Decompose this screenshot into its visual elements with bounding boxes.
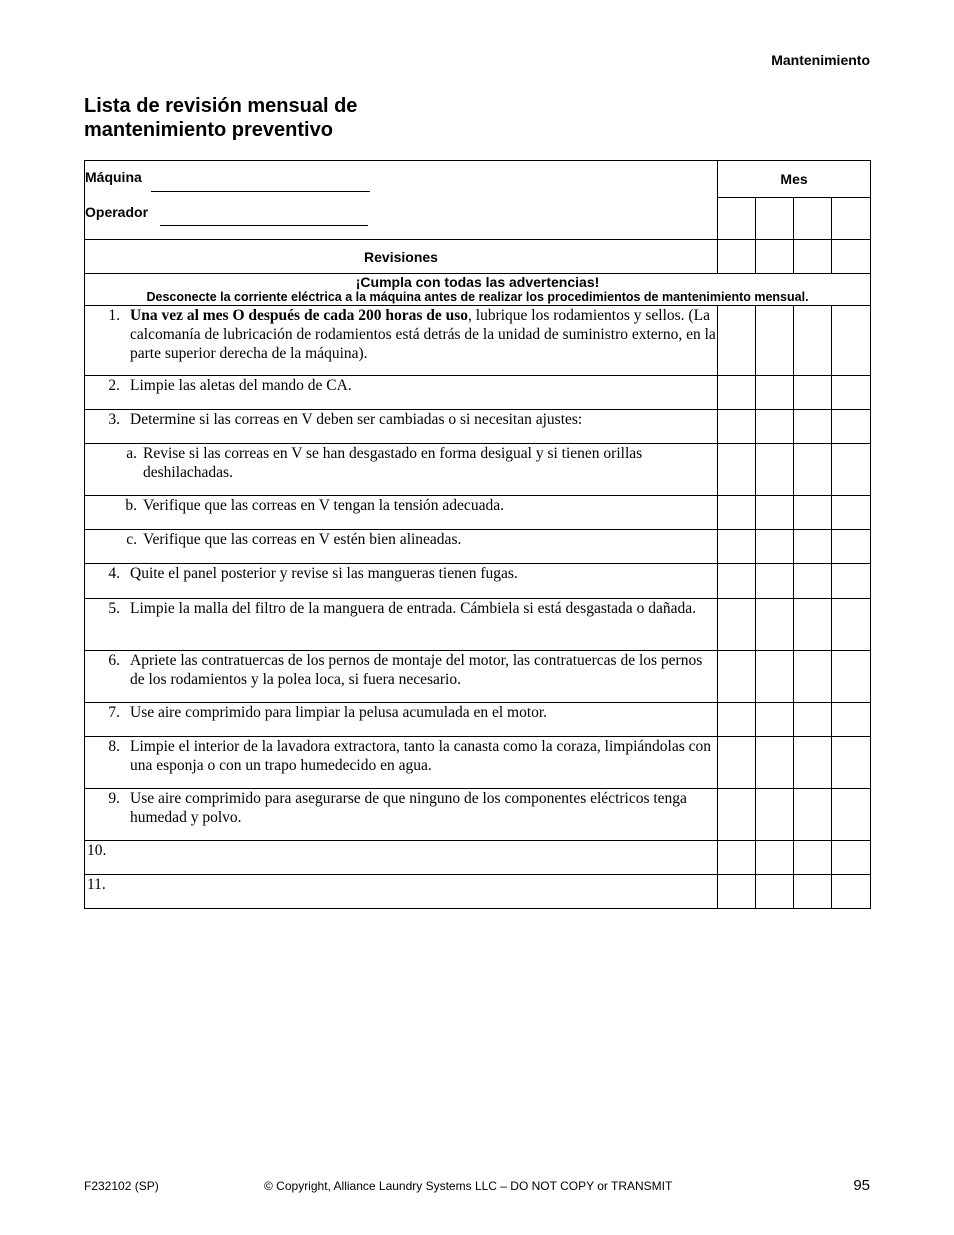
checklist-item-cell <box>85 564 718 599</box>
item-text <box>130 599 717 618</box>
checklist-item-row <box>85 530 871 564</box>
month-checkbox[interactable] <box>832 198 871 240</box>
check-box[interactable] <box>832 410 871 444</box>
item-body: Revise si las correas en V se han desgastado en forma desigual y si tienen orillas deshilachadas. <box>143 445 643 481</box>
item-text <box>130 410 717 429</box>
checklist-item-cell <box>85 737 718 789</box>
check-box[interactable] <box>794 789 832 841</box>
check-box[interactable] <box>832 496 871 530</box>
check-box[interactable] <box>832 651 871 703</box>
checklist-item-row <box>85 376 871 410</box>
check-box[interactable] <box>756 875 794 909</box>
check-box[interactable] <box>718 376 756 410</box>
check-box[interactable] <box>756 651 794 703</box>
check-box[interactable] <box>718 306 756 376</box>
month-checkbox[interactable] <box>756 198 794 240</box>
warning-text: Desconecte la corriente eléctrica a la máquina antes de realizar los procedimientos de mantenimiento mensual. <box>146 290 809 304</box>
item-number: 7. <box>108 704 120 721</box>
item-number: 9. <box>108 790 120 807</box>
checklist-item <box>85 564 717 583</box>
check-box[interactable] <box>756 444 794 496</box>
item-text <box>130 789 717 827</box>
checklist-item-cell <box>85 496 718 530</box>
item-body: Limpie la malla del filtro de la manguera de entrada. Cámbiela si está desgastada o dañada. <box>130 600 696 617</box>
check-box[interactable] <box>832 599 871 651</box>
check-box[interactable] <box>718 410 756 444</box>
item-body: Use aire comprimido para limpiar la pelusa acumulada en el motor. <box>130 704 548 721</box>
checks-header: Revisiones <box>85 240 718 274</box>
checklist-item <box>85 841 717 860</box>
check-box[interactable] <box>794 376 832 410</box>
checklist-item-cell <box>85 841 718 875</box>
item-number: 2. <box>108 377 120 394</box>
checklist-item-row <box>85 496 871 530</box>
warning-cell <box>85 274 871 306</box>
check-box[interactable] <box>718 737 756 789</box>
checklist-item-row <box>85 651 871 703</box>
check-box[interactable] <box>756 410 794 444</box>
machine-field[interactable] <box>151 191 370 192</box>
check-box[interactable] <box>832 564 871 599</box>
document-number: F232102 (SP) <box>84 1179 159 1193</box>
check-box[interactable] <box>756 737 794 789</box>
checklist-table <box>84 160 871 909</box>
checklist-item-row <box>85 789 871 841</box>
checklist-item-row <box>85 444 871 496</box>
title-line-2: mantenimiento preventivo <box>84 119 333 141</box>
checklist-item-row <box>85 410 871 444</box>
check-box[interactable] <box>756 599 794 651</box>
checklist-item-cell <box>85 789 718 841</box>
checklist-item-cell <box>85 306 718 376</box>
check-box[interactable] <box>718 703 756 737</box>
operator-field[interactable] <box>160 225 368 226</box>
check-box[interactable] <box>794 444 832 496</box>
check-box[interactable] <box>718 530 756 564</box>
check-box[interactable] <box>756 530 794 564</box>
checklist-item-cell <box>85 599 718 651</box>
check-box[interactable] <box>756 841 794 875</box>
check-box[interactable] <box>832 703 871 737</box>
operator-label: Operador <box>85 204 149 220</box>
checklist-item-cell <box>85 875 718 909</box>
check-box[interactable] <box>794 306 832 376</box>
check-box[interactable] <box>832 737 871 789</box>
checklist-item <box>85 703 717 722</box>
item-number: 1. <box>108 307 120 324</box>
item-text <box>130 651 717 689</box>
check-box[interactable] <box>794 841 832 875</box>
item-body: Limpie el interior de la lavadora extractora, tanto la canasta como la coraza, limpiándolas con una esponja o con un trapo humedecido en agua. <box>130 738 711 774</box>
check-box[interactable] <box>794 737 832 789</box>
check-box[interactable] <box>756 496 794 530</box>
page-title <box>84 94 504 142</box>
page-number: 95 <box>853 1177 870 1194</box>
item-body: Apriete las contratuercas de los pernos de montaje del motor, las contratuercas de los pernos de los rodamientos y la polea loca, si fuera necesario. <box>130 652 703 688</box>
check-box[interactable] <box>794 530 832 564</box>
warning-row <box>85 274 871 306</box>
checklist-item-cell <box>85 651 718 703</box>
check-box[interactable] <box>756 240 794 274</box>
check-box[interactable] <box>794 240 832 274</box>
item-text <box>130 306 717 363</box>
check-box[interactable] <box>756 306 794 376</box>
checklist-item <box>85 496 717 515</box>
section-label: Mantenimiento <box>771 52 870 68</box>
header-row-1 <box>85 161 871 198</box>
checklist-item <box>85 444 717 482</box>
item-number: 4. <box>108 565 120 582</box>
item-number: b. <box>125 497 137 514</box>
check-box[interactable] <box>718 496 756 530</box>
item-text <box>130 376 717 395</box>
item-emphasis: Una vez al mes O después de cada 200 horas de uso <box>130 307 469 324</box>
checklist-item-cell <box>85 530 718 564</box>
item-text <box>130 703 717 722</box>
check-box[interactable] <box>756 376 794 410</box>
check-box[interactable] <box>718 841 756 875</box>
checklist-item <box>85 410 717 429</box>
check-box[interactable] <box>794 564 832 599</box>
item-number: 10. <box>87 842 107 859</box>
checklist-item-cell <box>85 703 718 737</box>
footer <box>84 1177 870 1197</box>
check-box[interactable] <box>794 496 832 530</box>
item-text <box>130 737 717 775</box>
item-body: , lubrique los rodamientos y sellos. (La calcomanía de lubricación de rodamientos está detrás de la unidad de suministro externo, en la parte superior derecha de la máquina). <box>130 307 716 362</box>
checklist-item-row <box>85 841 871 875</box>
check-box[interactable] <box>832 444 871 496</box>
check-box[interactable] <box>832 789 871 841</box>
checklist-item-row <box>85 306 871 376</box>
title-line-1: Lista de revisión mensual de <box>84 95 358 117</box>
item-number: c. <box>126 531 137 548</box>
item-text <box>116 841 717 860</box>
checklist-item-row <box>85 599 871 651</box>
check-box[interactable] <box>718 444 756 496</box>
item-number: 3. <box>108 411 120 428</box>
checklist-item-cell <box>85 410 718 444</box>
checklist-item-row <box>85 564 871 599</box>
item-body: Determine si las correas en V deben ser cambiadas o si necesitan ajustes: <box>130 411 583 428</box>
checklist-item-row <box>85 737 871 789</box>
checklist-item <box>85 306 717 363</box>
check-box[interactable] <box>794 410 832 444</box>
check-box[interactable] <box>718 651 756 703</box>
check-box[interactable] <box>756 564 794 599</box>
checklist-item-cell <box>85 376 718 410</box>
check-box[interactable] <box>718 564 756 599</box>
check-box[interactable] <box>756 703 794 737</box>
checklist-item <box>85 875 717 894</box>
checklist-item <box>85 789 717 827</box>
month-header: Mes <box>718 161 871 198</box>
month-checkbox[interactable] <box>718 198 756 240</box>
check-box[interactable] <box>756 789 794 841</box>
machine-operator-cell <box>85 161 718 240</box>
month-checkbox[interactable] <box>794 198 832 240</box>
check-box[interactable] <box>794 651 832 703</box>
checklist-item-row <box>85 703 871 737</box>
warning-title: ¡Cumpla con todas las advertencias! <box>355 274 600 290</box>
check-box[interactable] <box>832 376 871 410</box>
checks-header-row <box>85 240 871 274</box>
item-body: Verifique que las correas en V tengan la tensión adecuada. <box>143 497 504 514</box>
check-box[interactable] <box>832 875 871 909</box>
check-box[interactable] <box>832 306 871 376</box>
checklist-item <box>85 737 717 775</box>
check-box[interactable] <box>794 703 832 737</box>
checklist-item <box>85 376 717 395</box>
checklist-item <box>85 599 717 618</box>
check-box[interactable] <box>832 530 871 564</box>
checklist-item-row <box>85 875 871 909</box>
item-text <box>143 530 717 549</box>
check-box[interactable] <box>832 841 871 875</box>
item-text <box>143 444 717 482</box>
item-body: Use aire comprimido para asegurarse de que ninguno de los componentes eléctricos tenga humedad y polvo. <box>130 790 687 826</box>
item-text <box>143 496 717 515</box>
checklist-item <box>85 651 717 689</box>
item-number: 5. <box>108 600 120 617</box>
item-text <box>116 875 717 894</box>
machine-label: Máquina <box>85 169 142 185</box>
check-box[interactable] <box>718 599 756 651</box>
item-number: a. <box>126 445 137 462</box>
item-number: 11. <box>87 876 106 893</box>
checklist-item <box>85 530 717 549</box>
item-text <box>130 564 717 583</box>
item-body: Verifique que las correas en V estén bien alineadas. <box>143 531 462 548</box>
check-box[interactable] <box>794 599 832 651</box>
item-number: 8. <box>108 738 120 755</box>
copyright-notice: © Copyright, Alliance Laundry Systems LLC – DO NOT COPY or TRANSMIT <box>264 1179 673 1193</box>
check-box[interactable] <box>832 240 871 274</box>
checklist-item-cell <box>85 444 718 496</box>
check-box[interactable] <box>718 240 756 274</box>
check-box[interactable] <box>794 875 832 909</box>
check-box[interactable] <box>718 789 756 841</box>
item-body: Limpie las aletas del mando de CA. <box>130 377 352 394</box>
check-box[interactable] <box>718 875 756 909</box>
item-number: 6. <box>108 652 120 669</box>
item-body: Quite el panel posterior y revise si las mangueras tienen fugas. <box>130 565 518 582</box>
